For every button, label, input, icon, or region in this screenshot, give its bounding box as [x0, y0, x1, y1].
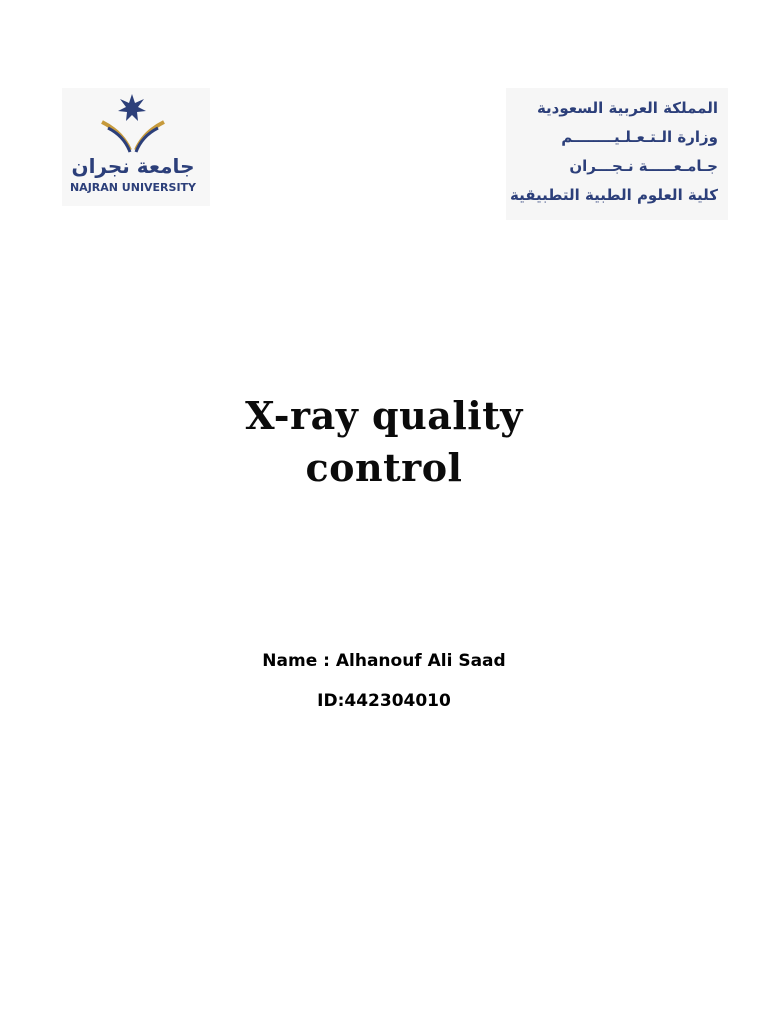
title-line-2: control	[305, 445, 463, 490]
student-id: ID:442304010	[317, 691, 451, 711]
student-name: Name : Alhanouf Ali Saad	[262, 651, 506, 671]
university-emblem-icon	[62, 88, 210, 206]
najran-university-logo	[62, 88, 210, 206]
kingdom-line: المملكة العربية السعودية	[536, 99, 718, 117]
document-title	[0, 390, 768, 494]
college-line: كلية العلوم الطبية التطبيقية	[510, 186, 718, 204]
institution-header-block	[506, 88, 728, 220]
star-icon	[118, 94, 146, 121]
university-line: جـامـعـــــة نـجـــران	[569, 157, 718, 175]
university-name-arabic: جامعة نجران	[71, 154, 195, 178]
title-line-1: X-ray quality	[245, 393, 523, 438]
ministry-line: وزارة الـتـعـلـيــــــــم	[561, 128, 718, 146]
university-name-english: NAJRAN UNIVERSITY	[69, 181, 197, 194]
